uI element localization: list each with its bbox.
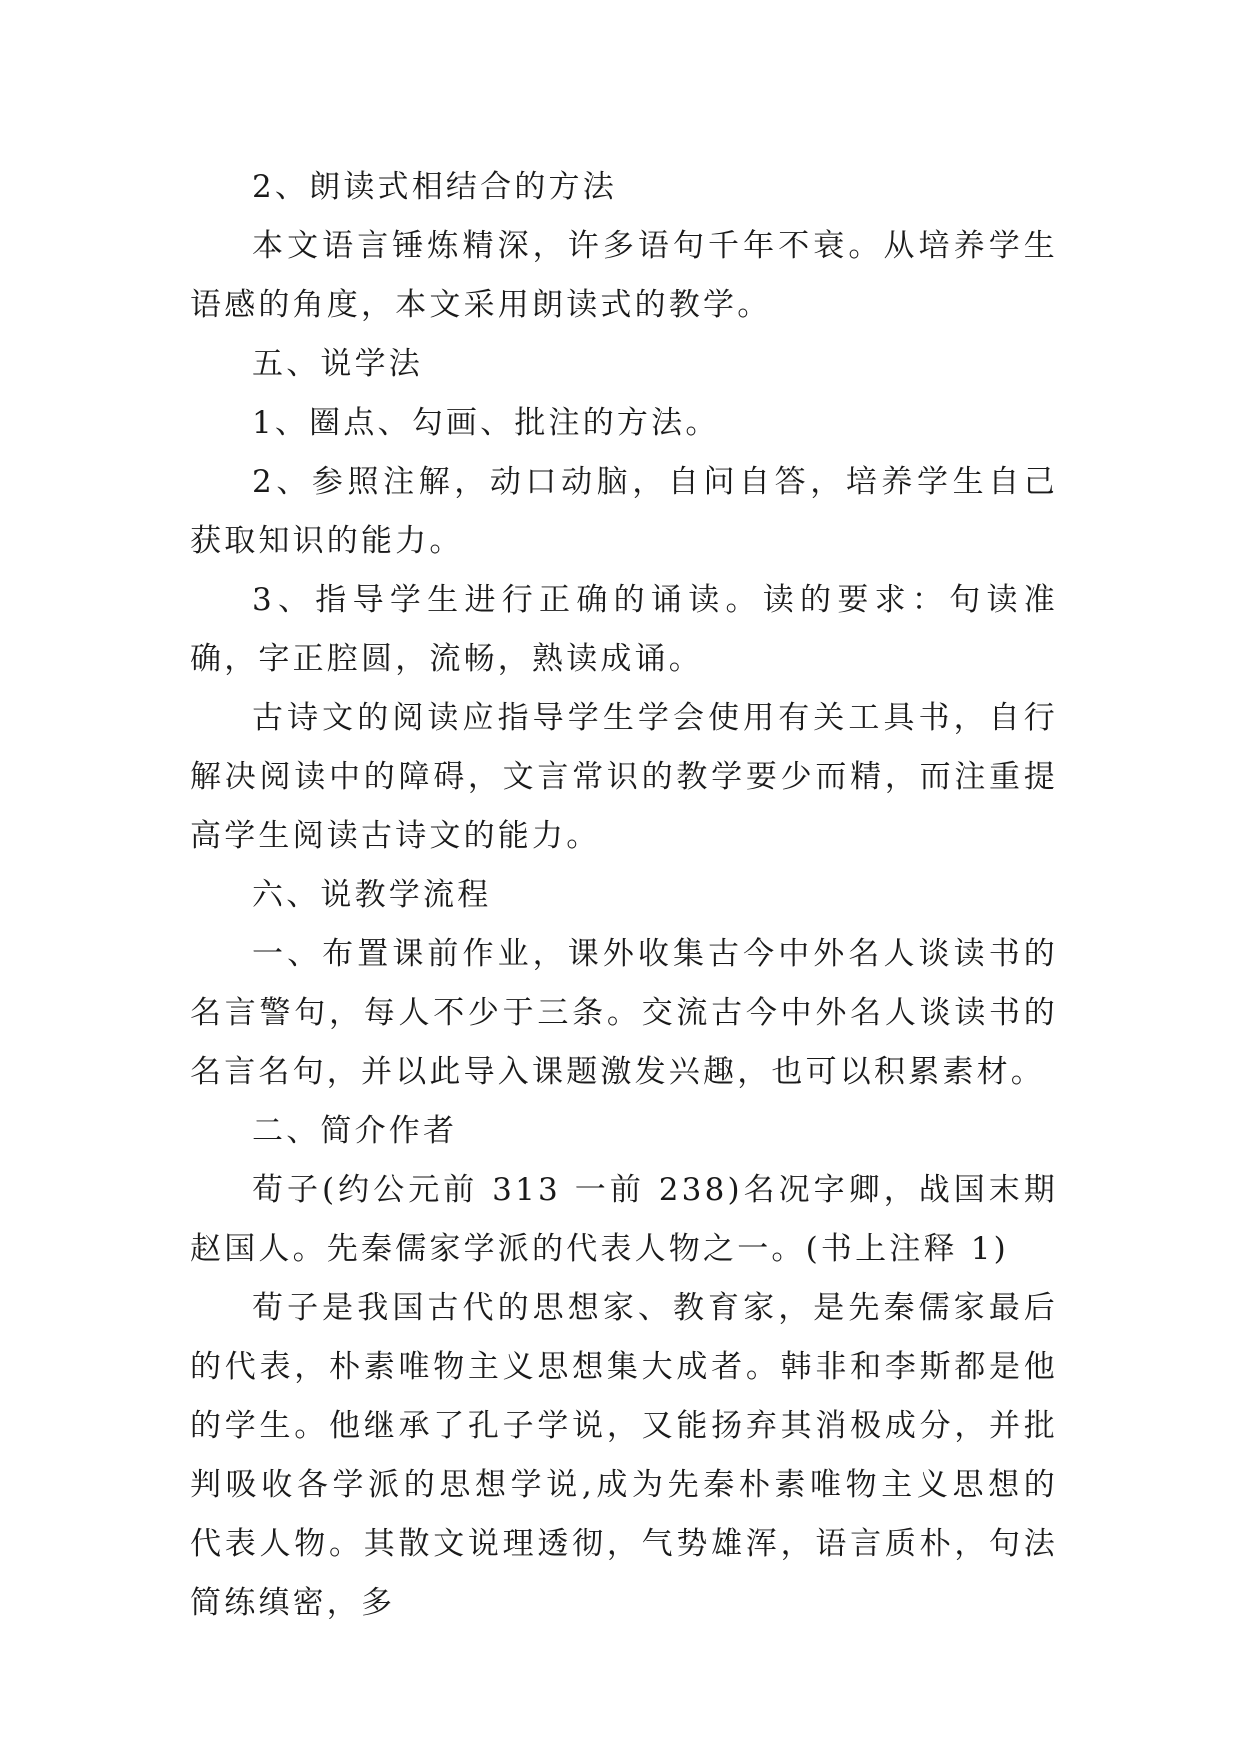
- paragraph-method-text: 本文语言锤炼精深，许多语句千年不衰。从培养学生语感的角度，本文采用朗读式的教学。: [190, 228, 1058, 323]
- paragraph-xunzi-basic: 荀子(约公元前 313 一前 238)名况字卿，战国末期赵国人。先秦儒家学派的代表人物之一。(书上注释 1): [190, 1172, 1058, 1267]
- paragraph-pre-class-assignment: 一、布置课前作业，课外收集古今中外名人谈读书的名言警句，每人不少于三条。交流古今中外名人谈读书的名言名句，并以此导入课题激发兴趣，也可以积累素材。: [190, 936, 1058, 1090]
- paragraph-study-method-1: 1、圈点、勾画、批注的方法。: [252, 405, 720, 441]
- section-heading-study-method: 五、说学法: [252, 346, 423, 382]
- document-body: [190, 158, 1058, 1633]
- paragraph-xunzi-detail: 荀子是我国古代的思想家、教育家，是先秦儒家最后的代表，朴素唯物主义思想集大成者。韩非和李斯都是他的学生。他继承了孔子学说，又能扬弃其消极成分，并批判吸收各学派的思想学说,成为先秦朴素唯物主义思想的代表人物。其散文说理透彻，气势雄浑，语言质朴，句法简练缜密，多: [190, 1290, 1058, 1621]
- paragraph-study-method-2: 2、参照注解，动口动脑，自问自答，培养学生自己获取知识的能力。: [190, 464, 1058, 559]
- paragraph-study-method-3: 3、指导学生进行正确的诵读。读的要求：句读准确，字正腔圆，流畅，熟读成诵。: [190, 582, 1058, 677]
- section-heading-author-intro: 二、简介作者: [252, 1113, 458, 1149]
- paragraph-method-heading: 2、朗读式相结合的方法: [252, 169, 617, 205]
- paragraph-ancient-poetry-reading: 古诗文的阅读应指导学生学会使用有关工具书，自行解决阅读中的障碍，文言常识的教学要少而精，而注重提高学生阅读古诗文的能力。: [190, 700, 1058, 854]
- section-heading-teaching-process: 六、说教学流程: [252, 877, 492, 913]
